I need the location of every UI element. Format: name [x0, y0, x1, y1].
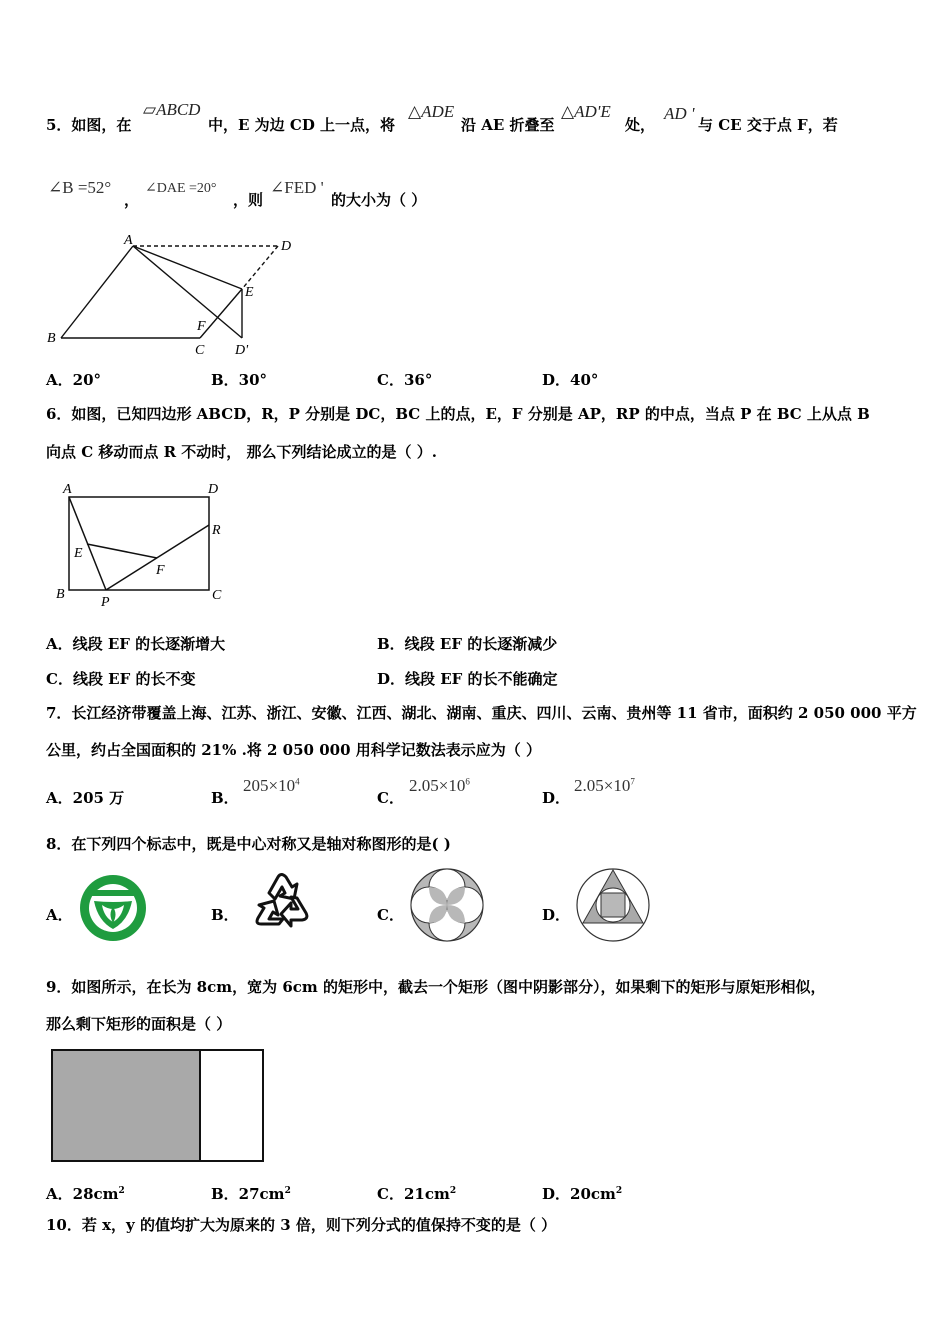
- q9-option-b-sup: 2: [284, 1186, 291, 1196]
- q5-label-dp: D': [235, 343, 249, 358]
- q6-label-f: F: [156, 563, 165, 578]
- q7-option-c-base: 2.05×10: [409, 776, 466, 795]
- q5-text-5: 与 CE 交于点 F，若: [698, 116, 838, 134]
- recycle-icon: [245, 863, 323, 941]
- q8-option-d[interactable]: D．: [542, 906, 571, 924]
- q5-math-angle-b: ∠B =52°: [48, 178, 112, 197]
- q6-option-b[interactable]: B．线段 EF 的长逐渐减少: [377, 635, 558, 653]
- q5-label-c: C: [195, 343, 205, 358]
- q6-label-d: D: [208, 482, 219, 497]
- q7-option-a[interactable]: A．205 万: [46, 789, 125, 807]
- q5-sep: ，: [124, 191, 140, 209]
- q9-option-d[interactable]: [542, 1181, 622, 1204]
- q6-option-a[interactable]: A．线段 EF 的长逐渐增大: [46, 635, 226, 653]
- q7-option-d-exp: 7: [630, 776, 635, 787]
- q6-label-p: P: [101, 595, 110, 610]
- q5-label-e: E: [245, 285, 254, 300]
- q5-label-a: A: [124, 233, 133, 248]
- q6-option-c[interactable]: C．线段 EF 的长不变: [46, 670, 196, 688]
- q9-option-c-sup: 2: [449, 1186, 457, 1196]
- q5-figure: [40, 230, 300, 360]
- q7-option-c-exp: 6: [465, 776, 470, 787]
- q5-option-b[interactable]: B．30°: [211, 371, 268, 389]
- q9-line-1: 9．如图所示，在长为 8cm，宽为 6cm 的矩形中，截去一个矩形（图中阴影部分），如果剩下的矩形与原矩形相似，: [46, 978, 826, 996]
- green-food-logo-icon: [78, 873, 148, 943]
- q5-text-6: ，则: [233, 191, 264, 209]
- q7-option-b[interactable]: B．: [211, 789, 239, 807]
- q9-option-d-text: D．20cm: [542, 1185, 616, 1203]
- q5-text-4: 处，: [625, 116, 656, 134]
- q5-text-3: 沿 AE 折叠至: [461, 116, 555, 134]
- q9-option-a-text: A．28cm: [46, 1185, 119, 1203]
- q6-line-1: 6．如图，已知四边形 ABCD，R，P 分别是 DC，BC 上的点，E，F 分别是 AP，RP 的中点，当点 P 在 BC 上从点 B: [46, 405, 870, 423]
- four-petal-circle-icon: [408, 866, 486, 944]
- q9-option-b[interactable]: [211, 1181, 291, 1204]
- q7-option-d-value: [574, 776, 635, 796]
- q5-math-angle-dae: ∠DAE =20°: [145, 181, 217, 196]
- q7-line-2: 公里，约占全国面积的 21% .将 2 050 000 用科学记数法表示应为（ ）: [46, 741, 541, 759]
- q9-option-c-text: C．21cm: [377, 1185, 450, 1203]
- triangle-square-circle-icon: [574, 866, 652, 944]
- q5-math-angle-fed: ∠FED ': [270, 178, 324, 197]
- q8-line-1: 8．在下列四个标志中，既是中心对称又是轴对称图形的是( ): [46, 835, 451, 853]
- q7-option-c[interactable]: C．: [377, 789, 404, 807]
- q5-label-f: F: [197, 319, 206, 334]
- q9-line-2: 那么剩下矩形的面积是（ ）: [46, 1015, 232, 1033]
- q7-option-d-base: 2.05×10: [574, 776, 631, 795]
- q9-option-a[interactable]: [46, 1181, 125, 1204]
- q6-label-b: B: [56, 587, 65, 602]
- q6-option-d[interactable]: D．线段 EF 的长不能确定: [377, 670, 558, 688]
- q5-label-b: B: [47, 331, 56, 346]
- q6-label-a: A: [63, 482, 72, 497]
- q9-option-c[interactable]: [377, 1181, 456, 1204]
- q5-math-parallelogram: ▱ABCD: [143, 100, 201, 119]
- q5-math-triangle-ade: △ADE: [408, 102, 455, 121]
- q7-option-c-value: [409, 776, 470, 796]
- q5-math-adp: AD ': [664, 104, 695, 123]
- q6-label-r: R: [212, 523, 221, 538]
- q5-text-7: 的大小为（ ）: [331, 191, 427, 209]
- q7-line-1: 7．长江经济带覆盖上海、江苏、浙江、安徽、江西、湖北、湖南、重庆、四川、云南、贵州等 11 省市，面积约 2 050 000 平方: [46, 704, 917, 722]
- q7-option-b-exp: 4: [295, 776, 300, 787]
- q6-label-c: C: [212, 588, 222, 603]
- q9-option-b-text: B．27cm: [211, 1185, 285, 1203]
- q5-option-c[interactable]: C．36°: [377, 371, 433, 389]
- q10-line-1: 10．若 x，y 的值均扩大为原来的 3 倍，则下列分式的值保持不变的是（ ）: [46, 1216, 557, 1234]
- q5-option-a[interactable]: A．20°: [46, 371, 102, 389]
- q5-option-d[interactable]: D．40°: [542, 371, 599, 389]
- q7-option-b-base: 205×10: [243, 776, 296, 795]
- q5-text-2: 中，E 为边 CD 上一点，将: [208, 116, 396, 134]
- q8-option-b[interactable]: B．: [211, 906, 239, 924]
- q5-label-d: D: [281, 239, 292, 254]
- q9-option-d-sup: 2: [615, 1186, 623, 1196]
- q8-option-a[interactable]: A．: [46, 906, 73, 924]
- q9-option-a-sup: 2: [118, 1186, 125, 1196]
- q7-option-b-value: [243, 776, 300, 796]
- q6-line-2: 向点 C 移动而点 R 不动时， 那么下列结论成立的是（ ）.: [46, 443, 437, 461]
- q5-text-1: 5．如图，在: [46, 116, 132, 134]
- q7-option-d[interactable]: D．: [542, 789, 571, 807]
- q9-figure: [48, 1046, 273, 1166]
- q6-label-e: E: [74, 546, 83, 561]
- q8-option-c[interactable]: C．: [377, 906, 404, 924]
- q5-math-triangle-adpe: △AD'E: [561, 102, 611, 121]
- q6-figure: [50, 478, 235, 610]
